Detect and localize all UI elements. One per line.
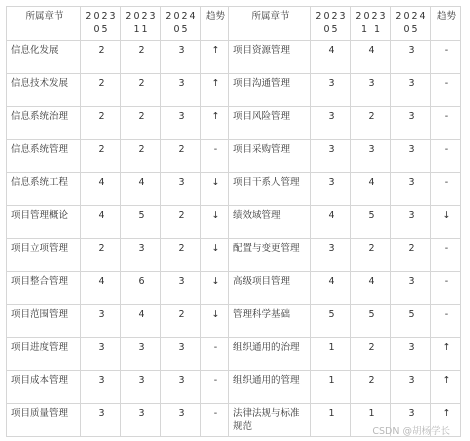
count-right-2: 2 [351, 371, 391, 404]
table-row [7, 140, 461, 173]
count-right-1: 3 [311, 173, 351, 206]
trend-left: ↑ [201, 74, 229, 107]
count-right-1: 3 [311, 239, 351, 272]
count-left-2: 4 [121, 173, 161, 206]
count-right-2: 4 [351, 173, 391, 206]
trend-right: - [431, 239, 461, 272]
trend-right: - [431, 305, 461, 338]
count-right-3: 3 [391, 107, 431, 140]
count-left-3: 3 [161, 338, 201, 371]
trend-right: ↑ [431, 338, 461, 371]
table-row [7, 173, 461, 206]
section-name-left: 信息技术发展 [7, 74, 81, 107]
section-name-right: 管理科学基础 [229, 305, 311, 338]
header-period-left-3: 2024 05 [161, 7, 201, 41]
section-name-right: 组织通用的治理 [229, 338, 311, 371]
header-period-right-3: 2024 05 [391, 7, 431, 41]
count-right-3: 3 [391, 371, 431, 404]
count-right-2: 5 [351, 305, 391, 338]
section-name-right: 配置与变更管理 [229, 239, 311, 272]
trend-left: ↑ [201, 107, 229, 140]
header-period-right-1: 2023 05 [311, 7, 351, 41]
count-left-1: 3 [81, 338, 121, 371]
count-right-1: 4 [311, 41, 351, 74]
trend-left: ↓ [201, 173, 229, 206]
section-name-left: 项目成本管理 [7, 371, 81, 404]
header-section-right: 所属章节 [229, 7, 311, 41]
count-right-1: 1 [311, 371, 351, 404]
table-row [7, 206, 461, 239]
trend-right: - [431, 272, 461, 305]
table-row [7, 74, 461, 107]
count-right-2: 5 [351, 206, 391, 239]
trend-right: - [431, 107, 461, 140]
count-left-3: 3 [161, 74, 201, 107]
section-name-left: 项目质量管理 [7, 404, 81, 437]
count-left-1: 3 [81, 305, 121, 338]
section-name-right: 项目沟通管理 [229, 74, 311, 107]
trend-left: ↑ [201, 41, 229, 74]
section-name-left: 信息系统治理 [7, 107, 81, 140]
section-name-right: 项目资源管理 [229, 41, 311, 74]
table-body [7, 41, 461, 437]
header-trend-left: 趋势 [201, 7, 229, 41]
trend-right: ↓ [431, 206, 461, 239]
table-row [7, 338, 461, 371]
count-left-2: 5 [121, 206, 161, 239]
count-left-3: 3 [161, 404, 201, 437]
count-left-2: 2 [121, 107, 161, 140]
header-section-left: 所属章节 [7, 7, 81, 41]
count-right-1: 1 [311, 338, 351, 371]
count-right-3: 3 [391, 140, 431, 173]
section-name-right: 组织通用的管理 [229, 371, 311, 404]
trend-right: - [431, 140, 461, 173]
count-right-2: 1 [351, 404, 391, 437]
count-right-1: 3 [311, 140, 351, 173]
trend-left: ↓ [201, 272, 229, 305]
trend-left: ↓ [201, 305, 229, 338]
count-left-1: 4 [81, 272, 121, 305]
trend-right: ↑ [431, 371, 461, 404]
count-left-1: 2 [81, 74, 121, 107]
count-left-2: 2 [121, 140, 161, 173]
count-left-3: 3 [161, 371, 201, 404]
section-name-right: 绩效域管理 [229, 206, 311, 239]
count-left-3: 3 [161, 272, 201, 305]
header-row [7, 7, 461, 41]
count-left-1: 4 [81, 206, 121, 239]
count-left-3: 3 [161, 41, 201, 74]
count-right-3: 3 [391, 41, 431, 74]
count-left-1: 2 [81, 239, 121, 272]
count-left-2: 3 [121, 371, 161, 404]
section-name-left: 信息化发展 [7, 41, 81, 74]
trend-right: - [431, 41, 461, 74]
count-right-3: 3 [391, 404, 431, 437]
count-right-1: 5 [311, 305, 351, 338]
count-right-2: 2 [351, 107, 391, 140]
count-left-3: 2 [161, 206, 201, 239]
count-right-2: 3 [351, 74, 391, 107]
header-period-right-2: 20231 1 [351, 7, 391, 41]
count-left-2: 3 [121, 338, 161, 371]
section-name-right: 法律法规与标准规范 [229, 404, 311, 437]
trend-left: - [201, 371, 229, 404]
count-right-3: 5 [391, 305, 431, 338]
count-right-3: 3 [391, 173, 431, 206]
header-trend-right: 趋势 [431, 7, 461, 41]
count-left-3: 3 [161, 107, 201, 140]
trend-left: - [201, 404, 229, 437]
count-right-2: 4 [351, 272, 391, 305]
count-left-3: 2 [161, 239, 201, 272]
count-left-2: 2 [121, 74, 161, 107]
exam-frequency-table [6, 6, 461, 437]
count-right-1: 4 [311, 272, 351, 305]
count-right-1: 1 [311, 404, 351, 437]
trend-right: - [431, 173, 461, 206]
watermark: CSDN @胡杨学长 [372, 426, 450, 437]
count-left-2: 4 [121, 305, 161, 338]
section-name-right: 高级项目管理 [229, 272, 311, 305]
section-name-left: 项目范围管理 [7, 305, 81, 338]
section-name-right: 项目风险管理 [229, 107, 311, 140]
table-row [7, 305, 461, 338]
section-name-left: 项目整合管理 [7, 272, 81, 305]
count-left-1: 4 [81, 173, 121, 206]
count-right-3: 3 [391, 74, 431, 107]
count-left-2: 3 [121, 239, 161, 272]
trend-left: ↓ [201, 206, 229, 239]
count-right-1: 3 [311, 74, 351, 107]
section-name-right: 项目干系人管理 [229, 173, 311, 206]
count-left-2: 6 [121, 272, 161, 305]
count-right-3: 3 [391, 206, 431, 239]
count-left-3: 2 [161, 305, 201, 338]
table-row [7, 41, 461, 74]
header-period-left-1: 2023 05 [81, 7, 121, 41]
count-left-1: 3 [81, 404, 121, 437]
section-name-left: 项目管理概论 [7, 206, 81, 239]
count-left-3: 2 [161, 140, 201, 173]
table-row [7, 239, 461, 272]
count-right-2: 2 [351, 338, 391, 371]
count-right-3: 3 [391, 338, 431, 371]
trend-right: - [431, 74, 461, 107]
trend-left: - [201, 140, 229, 173]
count-right-1: 4 [311, 206, 351, 239]
trend-left: ↓ [201, 239, 229, 272]
table-row [7, 371, 461, 404]
count-left-1: 3 [81, 371, 121, 404]
count-right-3: 2 [391, 239, 431, 272]
section-name-left: 项目进度管理 [7, 338, 81, 371]
count-left-3: 3 [161, 173, 201, 206]
count-right-2: 2 [351, 239, 391, 272]
count-right-2: 4 [351, 41, 391, 74]
count-left-2: 2 [121, 41, 161, 74]
section-name-left: 信息系统工程 [7, 173, 81, 206]
trend-left: - [201, 338, 229, 371]
table-row [7, 272, 461, 305]
count-right-2: 3 [351, 140, 391, 173]
header-period-left-2: 2023 11 [121, 7, 161, 41]
table-row [7, 107, 461, 140]
count-left-1: 2 [81, 41, 121, 74]
count-left-1: 2 [81, 107, 121, 140]
section-name-left: 信息系统管理 [7, 140, 81, 173]
count-right-1: 3 [311, 107, 351, 140]
count-left-2: 3 [121, 404, 161, 437]
trend-right: ↑ [431, 404, 461, 437]
count-left-1: 2 [81, 140, 121, 173]
count-right-3: 3 [391, 272, 431, 305]
section-name-right: 项目采购管理 [229, 140, 311, 173]
section-name-left: 项目立项管理 [7, 239, 81, 272]
